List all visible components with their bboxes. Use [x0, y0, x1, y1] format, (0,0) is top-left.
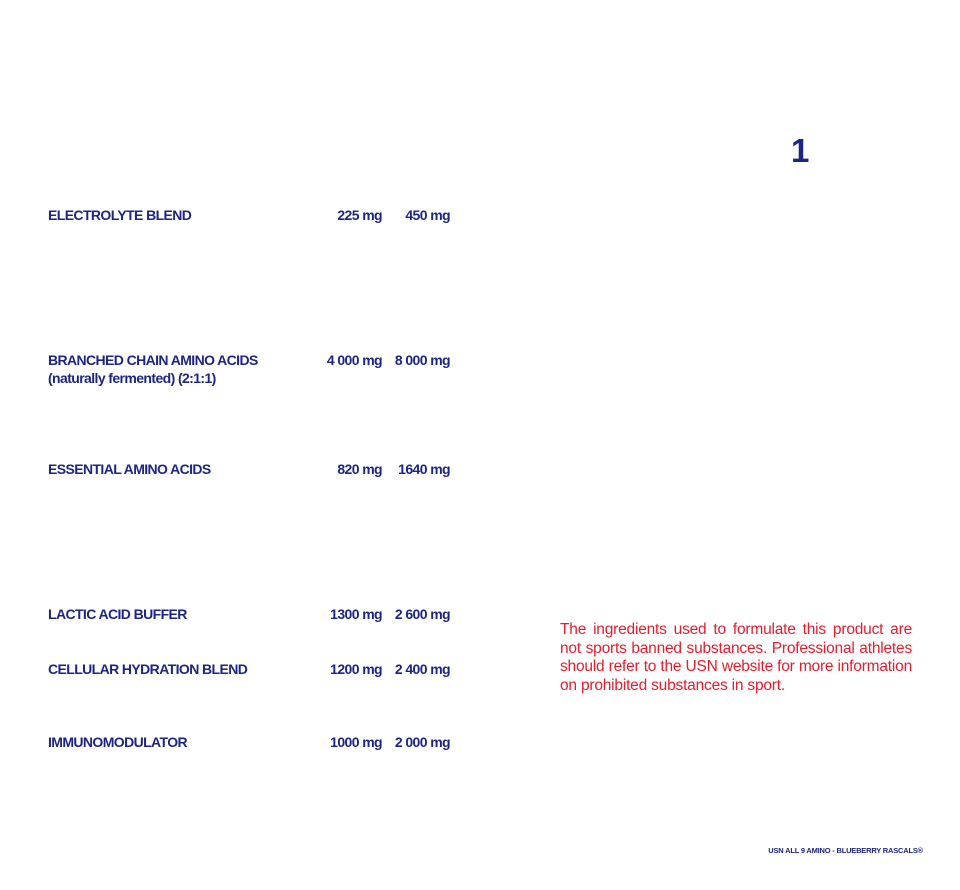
- banned-substances-disclaimer: The ingredients used to formulate this product are not sports banned substances. Professional athletes should refer to the USN website for more information on prohibited substances in sport.: [560, 621, 912, 694]
- ingredient-name: ELECTROLYTE BLEND: [48, 207, 192, 223]
- page-number: 1: [791, 132, 809, 169]
- ingredient-amount-serving: 225 mg: [337, 207, 382, 223]
- ingredient-name: IMMUNOMODULATOR: [48, 734, 188, 750]
- ingredient-subtext: (naturally fermented) (2:1:1): [48, 370, 216, 386]
- ingredient-name: ESSENTIAL AMINO ACIDS: [48, 461, 211, 477]
- ingredient-amount-double: 450 mg: [405, 207, 450, 223]
- ingredient-row-essential-amino-acids: [48, 460, 450, 500]
- ingredient-amount-double: 1640 mg: [398, 461, 450, 477]
- ingredient-amount-double: 2 400 mg: [394, 661, 450, 677]
- ingredient-name: BRANCHED CHAIN AMINO ACIDS: [48, 352, 258, 368]
- ingredient-amount-double: 8 000 mg: [394, 352, 450, 368]
- ingredient-row-bcaa: [48, 351, 450, 391]
- ingredient-row-immunomodulator: [48, 733, 450, 773]
- ingredient-row-lactic-acid-buffer: [48, 605, 450, 645]
- ingredient-row-electrolyte-blend: [48, 206, 450, 246]
- ingredient-name: CELLULAR HYDRATION BLEND: [48, 661, 248, 677]
- ingredient-amount-serving: 4 000 mg: [326, 352, 382, 368]
- footer-product-label: USN ALL 9 AMINO - BLUEBERRY RASCALS®: [768, 846, 923, 855]
- ingredient-amount-serving: 1300 mg: [330, 606, 382, 622]
- ingredient-amount-double: 2 600 mg: [394, 606, 450, 622]
- ingredient-amount-serving: 1000 mg: [330, 734, 382, 750]
- ingredient-amount-serving: 820 mg: [337, 461, 382, 477]
- ingredient-row-cellular-hydration-blend: [48, 660, 450, 700]
- ingredient-amount-serving: 1200 mg: [330, 661, 382, 677]
- ingredient-amount-double: 2 000 mg: [394, 734, 450, 750]
- ingredient-name: LACTIC ACID BUFFER: [48, 606, 187, 622]
